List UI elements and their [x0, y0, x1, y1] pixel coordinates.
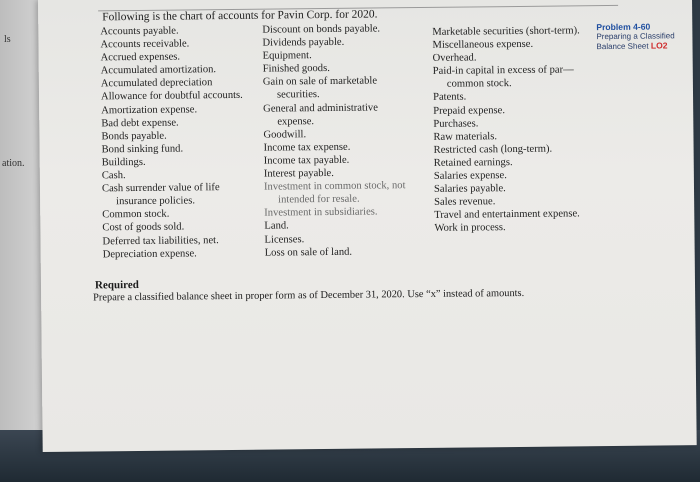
- account-item: Land.: [264, 220, 289, 233]
- prev-page-edge-text: ation.: [2, 158, 25, 169]
- required-heading: Required: [94, 278, 139, 292]
- account-item-continued: securities.: [276, 89, 320, 101]
- account-item: Income tax payable.: [263, 154, 350, 167]
- account-item: Accumulated depreciation: [100, 77, 213, 90]
- account-item: Finished goods.: [262, 63, 330, 75]
- account-item-continued: intended for resale.: [278, 193, 360, 206]
- problem-sidebar: [596, 21, 691, 51]
- account-item: Licenses.: [264, 233, 305, 246]
- account-item: Salaries payable.: [433, 183, 506, 195]
- account-item: Restricted cash (long-term).: [433, 143, 553, 156]
- account-item: Bond sinking fund.: [101, 143, 184, 156]
- account-item: Accounts payable.: [100, 25, 179, 38]
- account-item: Equipment.: [262, 50, 312, 62]
- account-item: Depreciation expense.: [102, 247, 197, 260]
- account-item: Cash surrender value of life: [101, 182, 220, 195]
- account-item: Marketable securities (short-term).: [432, 25, 580, 38]
- account-item: Travel and entertainment expense.: [434, 208, 580, 222]
- account-item: Sales revenue.: [434, 196, 496, 209]
- problem-title-line1: Preparing a Classified: [596, 31, 675, 42]
- account-item: Cash.: [101, 170, 126, 182]
- account-item: Retained earnings.: [433, 156, 513, 169]
- account-item: Common stock.: [102, 208, 170, 221]
- account-item: Paid-in capital in excess of par—: [432, 64, 574, 78]
- account-item: Dividends payable.: [262, 36, 345, 49]
- account-item: Bad debt expense.: [101, 117, 179, 129]
- problem-number: Problem 4-60: [596, 21, 651, 33]
- account-item: Salaries expense.: [433, 170, 507, 182]
- account-item: Bonds payable.: [101, 130, 167, 143]
- problem-title-text: Balance Sheet: [596, 41, 649, 51]
- account-item: Patents.: [432, 91, 467, 104]
- account-item: Interest payable.: [263, 167, 334, 180]
- account-item: Amortization expense.: [101, 103, 198, 116]
- account-item: Income tax expense.: [263, 141, 351, 154]
- account-item: Loss on sale of land.: [264, 246, 353, 259]
- learning-objective: LO2: [650, 39, 668, 51]
- account-item: Discount on bonds payable.: [262, 23, 381, 36]
- account-item: Investment in subsidiaries.: [264, 206, 378, 219]
- account-item: Accumulated amortization.: [100, 64, 217, 77]
- account-item: Accounts receivable.: [100, 38, 190, 51]
- account-item: Prepaid expense.: [433, 104, 506, 117]
- account-item-continued: insurance policies.: [116, 195, 196, 208]
- account-item: Overhead.: [432, 52, 477, 65]
- intro-text: Following is the chart of accounts for Pavin Corp. for 2020.: [102, 8, 378, 24]
- account-item: Purchases.: [433, 118, 479, 130]
- accounts-column-1: [100, 24, 244, 261]
- account-item: Gain on sale of marketable: [262, 75, 378, 89]
- account-item: Investment in common stock, not: [263, 180, 406, 193]
- accounts-column-2: [262, 22, 406, 259]
- account-item: Deferred tax liabilities, net.: [102, 234, 219, 247]
- account-item: Buildings.: [101, 156, 146, 169]
- textbook-page: [38, 0, 697, 452]
- account-item: Miscellaneous expense.: [432, 38, 534, 51]
- account-item: Accrued expenses.: [100, 51, 181, 64]
- account-item: Allowance for doubtful accounts.: [100, 90, 243, 103]
- prev-page-edge-text: ls: [4, 34, 11, 45]
- account-item: Work in process.: [434, 222, 506, 235]
- account-item: Raw materials.: [433, 130, 498, 143]
- accounts-column-3: [432, 24, 582, 235]
- account-item-continued: common stock.: [446, 78, 512, 91]
- account-item: Cost of goods sold.: [102, 221, 185, 234]
- account-item: General and administrative: [263, 102, 378, 115]
- account-item: Goodwill.: [263, 128, 307, 141]
- problem-title-line2: [596, 41, 691, 51]
- required-text: Prepare a classified balance sheet in proper form as of December 31, 2020. Use “x” instead of amounts.: [93, 287, 525, 304]
- account-item-continued: expense.: [277, 115, 315, 128]
